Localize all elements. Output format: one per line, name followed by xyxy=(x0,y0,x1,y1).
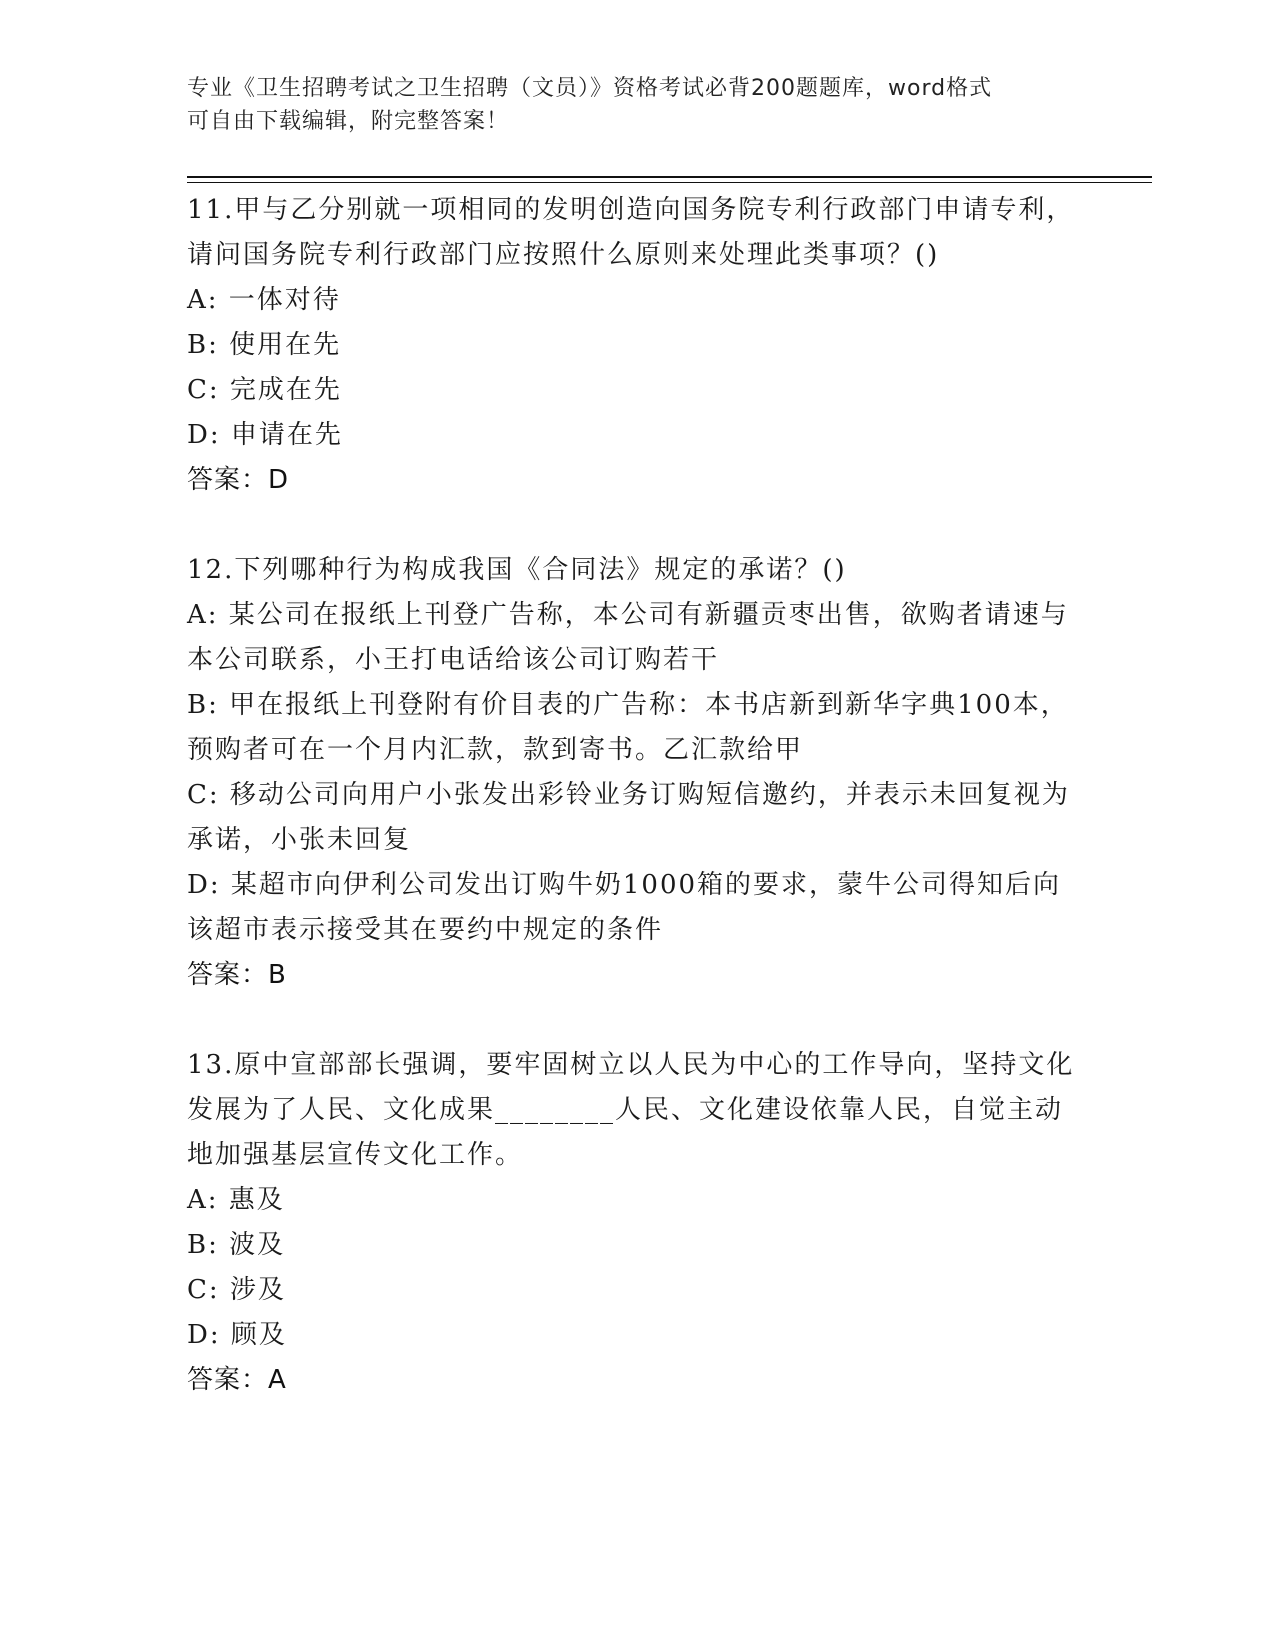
header-line-1: 专业《卫生招聘考试之卫生招聘（文员）》资格考试必背200题题库，word格式 xyxy=(187,76,993,101)
question-11 xyxy=(187,188,1087,503)
answer-line: 答案：D xyxy=(187,465,290,495)
option-a: A: 惠及 xyxy=(187,1185,285,1215)
option-a: A: 某公司在报纸上刊登广告称，本公司有新疆贡枣出售，欲购者请速与本公司联系，小王打电话给该公司订购若干 xyxy=(187,600,1069,675)
option-b: B: 甲在报纸上刊登附有价目表的广告称：本书店新到新华字典100本，预购者可在一个月内汇款，款到寄书。乙汇款给甲 xyxy=(187,690,1069,765)
header-divider-thin xyxy=(187,182,1152,183)
option-d: D: 顾及 xyxy=(187,1320,287,1350)
option-d: D: 申请在先 xyxy=(187,420,343,450)
option-c: C: 移动公司向用户小张发出彩铃业务订购短信邀约，并表示未回复视为承诺，小张未回复 xyxy=(187,780,1070,855)
question-stem: 13.原中宣部部长强调，要牢固树立以人民为中心的工作导向，坚持文化发展为了人民、文化成果________人民、文化建设依靠人民，自觉主动地加强基层宣传文化工作。 xyxy=(187,1050,1075,1170)
option-c: C: 完成在先 xyxy=(187,375,342,405)
option-d: D: 某超市向伊利公司发出订购牛奶1000箱的要求，蒙牛公司得知后向该超市表示接受其在要约中规定的条件 xyxy=(187,870,1062,945)
header-line-2: 可自由下载编辑，附完整答案！ xyxy=(187,109,510,134)
option-b: B: 使用在先 xyxy=(187,330,342,360)
question-stem: 11.甲与乙分别就一项相同的发明创造向国务院专利行政部门申请专利，请问国务院专利行政部门应按照什么原则来处理此类事项？() xyxy=(187,195,1075,270)
question-stem: 12.下列哪种行为构成我国《合同法》规定的承诺？() xyxy=(187,555,847,585)
option-c: C: 涉及 xyxy=(187,1275,286,1305)
answer-line: 答案：A xyxy=(187,1365,287,1395)
answer-line: 答案：B xyxy=(187,960,287,990)
question-list xyxy=(187,188,1087,1448)
option-b: B: 波及 xyxy=(187,1230,286,1260)
document-header xyxy=(187,72,1067,138)
question-13 xyxy=(187,1043,1087,1403)
header-divider-thick xyxy=(187,176,1152,178)
option-a: A: 一体对待 xyxy=(187,285,341,315)
question-12 xyxy=(187,548,1087,998)
